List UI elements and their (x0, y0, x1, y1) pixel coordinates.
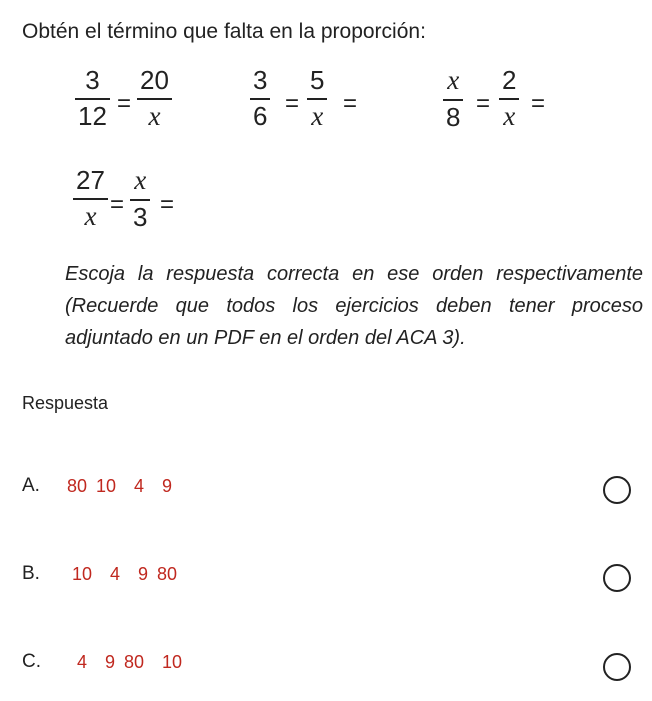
fraction-numerator: x (447, 65, 460, 95)
option-values: 4 9 80 10 (77, 652, 183, 672)
fraction-bar (443, 99, 463, 101)
question-title: Obtén el término que falta en la proporción: (22, 20, 426, 43)
fraction-numerator: 20 (140, 65, 169, 95)
option-values: 10 4 9 80 (72, 564, 178, 584)
proportion-2-right-fraction (307, 67, 327, 130)
fraction-bar (73, 198, 108, 200)
proportion-4-right-fraction (130, 167, 150, 230)
equals-sign: = (531, 90, 546, 117)
option-letter: C. (22, 651, 41, 672)
fraction-denominator: x (148, 100, 161, 131)
option-letter: A. (22, 475, 40, 496)
instructions-text: Escoja la respuesta correcta en ese orden respectivamente (Recuerde que todos los ejercicios deben tener proceso adjuntado en un PDF en el orden del ACA 3). (65, 263, 643, 349)
equals-sign: = (117, 90, 132, 117)
fraction-numerator: 5 (310, 65, 325, 95)
fraction-numerator: x (134, 165, 147, 195)
proportion-1-left-fraction (75, 67, 110, 129)
equals-sign: = (285, 90, 300, 117)
equals-sign: = (476, 90, 491, 117)
fraction-denominator: 12 (78, 100, 107, 131)
fraction-denominator: 3 (133, 201, 148, 232)
fraction-denominator: x (503, 100, 516, 131)
equals-sign: = (160, 191, 175, 218)
radio-button-option-c[interactable] (603, 653, 631, 681)
equals-sign: = (110, 191, 125, 218)
fraction-bar (75, 98, 110, 100)
fraction-denominator: x (311, 100, 324, 131)
fraction-numerator: 3 (85, 65, 100, 95)
fraction-bar (130, 199, 150, 201)
equals-sign: = (343, 90, 358, 117)
fraction-denominator: x (84, 200, 97, 231)
proportion-1-right-fraction (137, 67, 172, 130)
proportion-2-left-fraction (250, 67, 270, 129)
option-values: 80 10 4 9 (67, 476, 173, 496)
fraction-denominator: 8 (446, 101, 461, 132)
option-letter: B. (22, 563, 40, 584)
proportion-3-left-fraction (443, 67, 463, 130)
fraction-bar (307, 98, 327, 100)
fraction-numerator: 2 (502, 65, 517, 95)
proportion-3-right-fraction (499, 67, 519, 130)
fraction-denominator: 6 (253, 100, 268, 131)
radio-button-option-b[interactable] (603, 564, 631, 592)
fraction-numerator: 27 (76, 165, 105, 195)
fraction-bar (499, 98, 519, 100)
response-label: Respuesta (22, 393, 109, 413)
fraction-bar (137, 98, 172, 100)
fraction-numerator: 3 (253, 65, 268, 95)
fraction-bar (250, 98, 270, 100)
proportion-4-left-fraction (73, 167, 108, 230)
radio-button-option-a[interactable] (603, 476, 631, 504)
